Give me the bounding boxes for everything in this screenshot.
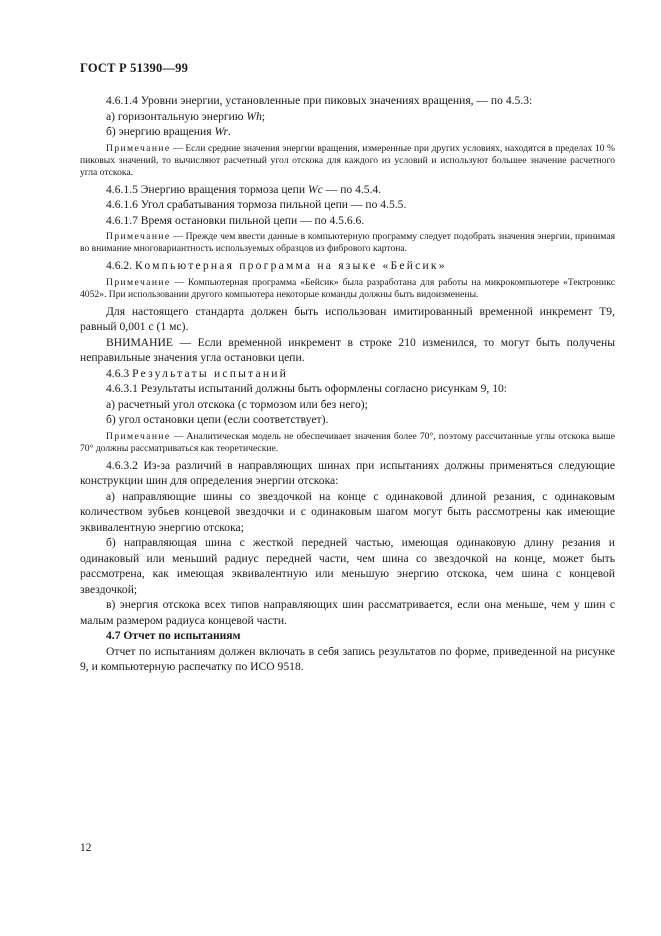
section-number: 4.6.2. [106, 259, 135, 272]
note-label: Примечание [106, 142, 171, 154]
section-title: Результаты испытаний [132, 366, 289, 380]
section-number: 4.6.3 [106, 366, 133, 380]
warning-paragraph: ВНИМАНИЕ — Если временной инкремент в строке 210 изменился, то могут быть получены неправильные значения угла остановки цепи. [80, 335, 615, 364]
list-item-b-solid-nose-bar: б) направляющая шина с жесткой передней частью, имеющая одинаковую длину резания и одинаковый или меньший радиус передней части, чем шина со звездочкой на конце, может быть рассмотрена, как имеющая эквивалентную или меньшую энергию отскока, чем шина с концевой звездочкой; [80, 536, 615, 596]
section-4-6-3-1: 4.6.3.1 Результаты испытаний должны быть оформлены согласно рисункам 9, 10: [106, 382, 508, 395]
document-header: ГОСТ Р 51390—99 [80, 61, 189, 75]
list-item-a-sprocket-bars: а) направляющие шины со звездочкой на конце с одинаковой длиной резания, с одинаковым количеством зубьев концевой звездочки и с одинаковым шагом могут быть рассмотрены как имеющие эквивалентную энергию отскока; [80, 489, 615, 534]
note-4 [80, 431, 615, 455]
section-text-end: — по 4.5.4. [322, 182, 382, 196]
punctuation: ; [261, 109, 266, 123]
note-text: — Прежде чем ввести данные в компьютерную программу следует подобрать значения энергии, принимая во внимание многовариантность используемых образцов из фибрового картона. [80, 231, 615, 254]
section-text: 4.6.1.5 Энергию вращения тормоза цепи [106, 182, 308, 196]
list-item-c-small-radius: в) энергия отскока всех типов направляющих шин рассматривается, если она меньше, чем у шин с малым размером радиуса концевой части. [80, 598, 615, 627]
note-label: Примечание [106, 231, 171, 242]
punctuation: . [227, 125, 231, 138]
note-2 [80, 231, 615, 255]
section-4-6-1-5 [80, 182, 615, 198]
section-4-6-3-2: 4.6.3.2 Из-за различий в направляющих шинах при испытаниях должны применяться следующие конструкции шин для определения энергии отскока: [80, 458, 615, 487]
list-item-a-kickback-angle: а) расчетный угол отскока (с тормозом или без него); [106, 397, 368, 411]
section-title: Компьютерная программа на языке «Бейсик» [134, 259, 447, 272]
symbol-wh: Wh [246, 109, 262, 123]
note-3 [80, 277, 615, 301]
section-4-6-2-heading [80, 258, 615, 274]
note-text: — Если средние значения энергии вращения, измеренные при других условиях, находятся в пределах 10 % пиковых значений, то вычисляют расчетный угол отскока для каждого из условий и используют большее значение расчетного угла отскока. [80, 142, 615, 178]
list-item-b-stop-angle: б) угол остановки цепи (если соответствует). [106, 413, 329, 426]
section-4-7-text: Отчет по испытаниям должен включать в себя запись результатов по форме, приведенной на рисунке 9, и компьютерную распечатку по ИСО 9518. [80, 644, 615, 673]
list-item-b-rotation-energy [80, 124, 615, 140]
list-item-a-horizontal-energy [80, 109, 615, 125]
list-item-text: б) энергию вращения [106, 125, 215, 138]
paragraph-time-increment: Для настоящего стандарта должен быть использован имитированный временной инкремент Т9, равный 0,001 с (1 мс). [80, 304, 615, 333]
section-4-7-heading: 4.7 Отчет по испытаниям [106, 629, 241, 642]
symbol-wr: Wr [214, 125, 228, 138]
note-text: — Аналитическая модель не обеспечивает значения более 70°, поэтому рассчитанные углы отскока выше 70° должны рассматриваться как теоретические. [80, 430, 615, 454]
section-4-6-1-4: 4.6.1.4 Уровни энергии, установленные при пиковых значениях вращения, — по 4.5.3: [106, 94, 533, 107]
section-4-6-1-7: 4.6.1.7 Время остановки пильной цепи — по 4.5.6.6. [106, 213, 365, 227]
list-item-text: а) горизонтальную энергию [106, 109, 247, 123]
section-4-6-1-6: 4.6.1.6 Угол срабатывания тормоза пильной цепи — по 4.5.5. [106, 198, 407, 211]
note-label: Примечание [106, 276, 171, 288]
note-1 [80, 143, 615, 179]
page-number: 12 [80, 842, 92, 854]
section-4-6-3-heading [80, 366, 615, 382]
page-content [80, 93, 615, 675]
symbol-wc: Wc [307, 182, 323, 196]
note-label: Примечание [106, 430, 171, 442]
note-text: — Компьютерная программа «Бейсик» была разработана для работы на микрокомпьютере «Тектроникс 4052». При использовании другого компьютера некоторые команды должны быть видоизменены. [80, 276, 615, 300]
